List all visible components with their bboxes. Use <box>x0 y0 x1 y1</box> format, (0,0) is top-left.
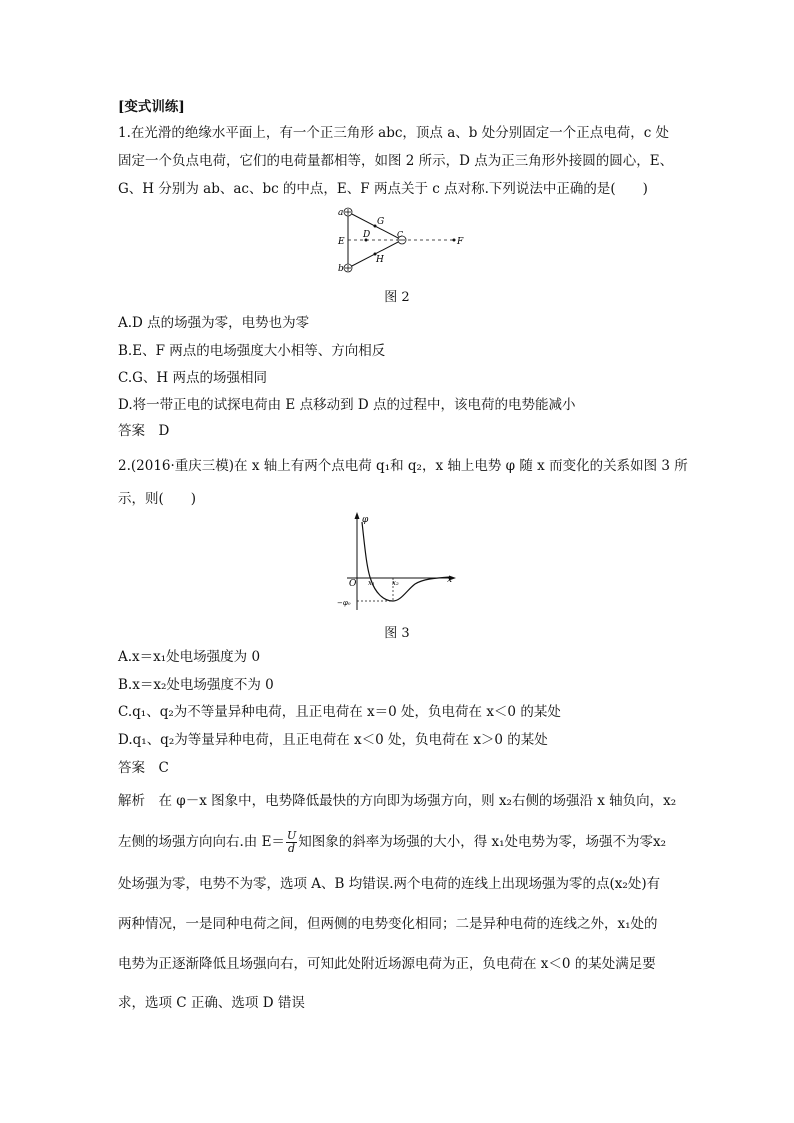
figure-2-caption: 图 2 <box>384 290 410 305</box>
label-neg-phi0: −φ₀ <box>337 599 351 607</box>
q1-line-2: 固定一个负点电荷，它们的电荷量都相等，如图 2 所示，D 点为正三角形外接圆的圆心，E、 <box>118 153 674 169</box>
analysis-line-6: 求，选项 C 正确、选项 D 错误 <box>118 995 305 1011</box>
label-g: G <box>377 217 385 227</box>
figure-3-potential-graph <box>335 510 460 615</box>
q1-option-a: A.D 点的场强为零，电势也为零 <box>118 315 310 331</box>
label-f: F <box>457 237 464 247</box>
figure-2-triangle <box>330 200 470 280</box>
label-b: b <box>338 264 344 274</box>
label-e: E <box>338 237 345 247</box>
label-d: D <box>363 230 371 240</box>
section-header: [变式训练] <box>118 99 185 115</box>
fraction <box>286 830 297 855</box>
q2-option-a: A.x＝x₁处电场强度为 0 <box>118 649 261 665</box>
q1-line-3: G、H 分别为 ab、ac、bc 的中点，E、F 两点关于 c 点对称.下列说法中正确的是( ) <box>118 181 648 197</box>
analysis-line-2-pre: 左侧的场强方向向右.由 E＝ <box>118 834 285 850</box>
q1-line-1: 1.在光滑的绝缘水平面上，有一个正三角形 abc，顶点 a、b 处分别固定一个正点电荷，c 处 <box>118 125 670 141</box>
q2-option-b: B.x＝x₂处电场强度不为 0 <box>118 677 274 693</box>
q2-line-2: 示，则( ) <box>118 491 197 507</box>
analysis-line-2-post: 知图象的斜率为场强的大小，得 x₁处电势为零，场强不为零x₂ <box>298 834 667 850</box>
q1-option-b: B.E、F 两点的电场强度大小相等、方向相反 <box>118 343 386 359</box>
analysis-line-4: 两种情况，一是同种电荷之间，但两侧的电势变化相同；二是异种电荷的连线之外，x₁处的 <box>118 916 658 932</box>
label-x-axis: x <box>447 575 453 585</box>
label-c: C <box>397 230 404 239</box>
label-x2: x₂ <box>392 579 399 587</box>
q2-answer: 答案 C <box>118 760 169 776</box>
q1-answer: 答案 D <box>118 423 170 439</box>
label-x1: x₁ <box>368 579 375 587</box>
fraction-numerator: U <box>286 829 297 842</box>
label-a: a <box>338 208 344 218</box>
q1-option-c: C.G、H 两点的场强相同 <box>118 370 267 386</box>
q2-line-1: 2.(2016·重庆三模)在 x 轴上有两个点电荷 q₁和 q₂，x 轴上电势 φ 随 x 而变化的关系如图 3 所 <box>118 458 688 474</box>
analysis-line-3: 处场强为零，电势不为零，选项 A、B 均错误.两个电荷的连线上出现场强为零的点(x₂处)有 <box>118 876 661 892</box>
analysis-line-2 <box>118 830 666 855</box>
label-origin: O <box>349 579 357 589</box>
analysis-line-1: 解析 在 φ－x 图象中，电势降低最快的方向即为场强方向，则 x₂右侧的场强沿 x 轴负向，x₂ <box>118 793 677 809</box>
q2-option-c: C.q₁、q₂为不等量异种电荷，且正电荷在 x＝0 处，负电荷在 x＜0 的某处 <box>118 704 561 720</box>
q2-option-d: D.q₁、q₂为等量异种电荷，且正电荷在 x＜0 处，负电荷在 x＞0 的某处 <box>118 732 548 748</box>
q1-option-d: D.将一带正电的试探电荷由 E 点移动到 D 点的过程中，该电荷的电势能减小 <box>118 397 576 413</box>
label-h: H <box>376 255 384 265</box>
label-phi: φ <box>362 515 369 525</box>
fraction-denominator: d <box>288 842 296 855</box>
analysis-line-5: 电势为正逐渐降低且场强向右，可知此处附近场源电荷为正，负电荷在 x＜0 的某处满足要 <box>118 956 656 972</box>
figure-3-caption: 图 3 <box>384 626 410 641</box>
